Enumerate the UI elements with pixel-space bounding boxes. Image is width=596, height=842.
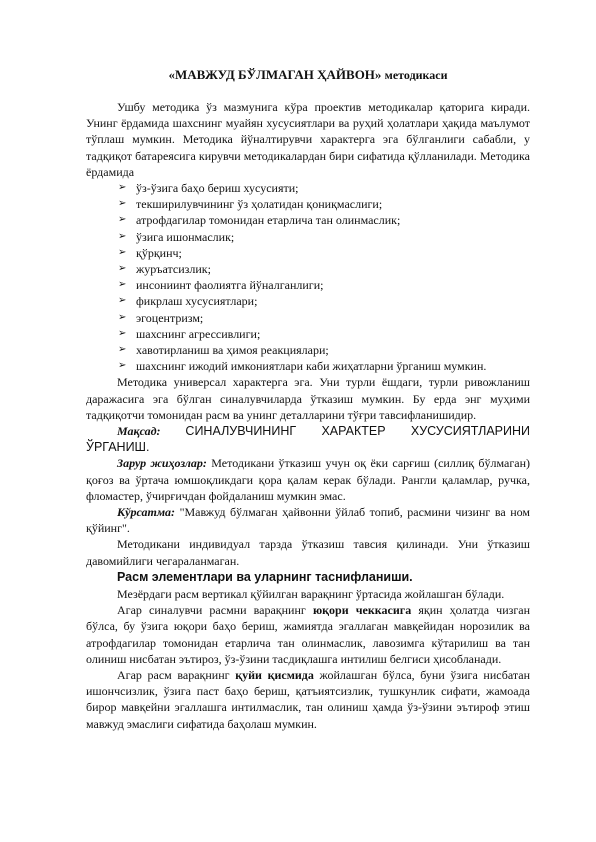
arrow-bullet-icon: ➢ bbox=[118, 263, 127, 275]
goal-label: Мақсад: bbox=[117, 424, 161, 439]
list-item: ➢ ўзига ишонмаслик; bbox=[118, 229, 235, 244]
goal-paragraph-cont bbox=[86, 439, 530, 455]
bottom-part-emphasis: қуйи қисмида bbox=[235, 667, 314, 682]
individual-paragraph: Методикани индивидуал тарзда ўтказиш тавсия қилинади. Уни ўтказиш давомийлиги чегараланмаган. bbox=[86, 537, 530, 568]
goal-text-line2: ЎРГАНИШ. bbox=[86, 440, 150, 455]
list-item: ➢ ўз-ўзига баҳо бериш хусусияти; bbox=[118, 181, 299, 196]
arrow-bullet-icon: ➢ bbox=[118, 295, 127, 307]
list-item: ➢ хавотирланиш ва ҳимоя реакциялари; bbox=[118, 343, 329, 358]
goal-paragraph bbox=[86, 423, 530, 439]
intro-paragraph: Ушбу методика ўз мазмунига кўра проектив методикалар қаторига киради. Унинг ёрдамида шахснинг муайян хусусиятлари ва руҳий ҳолатлари ҳақида маълумот тўплаш мумкин. Методика йўналтирувчи характерга эга бўлганлиги сабабли, у тадқиқот батареясига кирувчи методикалардан бири сифатида қўлланилади. Методика ёрдамида bbox=[86, 100, 530, 179]
arrow-bullet-icon: ➢ bbox=[118, 360, 127, 372]
list-item: ➢ шахснинг ижодий имкониятлари каби жиҳатларни ўрганиш мумкин. bbox=[118, 359, 487, 374]
list-item: ➢ инсониинт фаолиятга йўналганлиги; bbox=[118, 278, 324, 293]
bottom-part-paragraph: Агар расм варақнинг қуйи қисмида жойлашган бўлса, буни ўзига нисбатан ишончсизлик, ўзига паст баҳо бериш, қатъиятсизлик, тушкунлик сифати, жамоада бирор мавқейни эгаллашга интилмаслик, тан олиниш ҳамда ўз-ўзини эътироф этиш мавжуд эмаслиги сифатида баҳолаш мумкин. bbox=[86, 667, 531, 731]
title-suffix: методикаси bbox=[384, 68, 448, 82]
top-edge-paragraph: Агар синалувчи расмни варақнинг юқори чеккасига яқин ҳолатда чизган бўлса, бу ўзига юқори баҳо бериш, жамиятда эгаллаган мавқейидан норозилик ва атрофдагилар томонидан етарлича тан олинмаслик, лавозимга кўтарилиш ва тан олиниш нисбатан эътироз, ўз-ўзини тасдиқлашга интилиш белгиси ҳисобланади. bbox=[86, 603, 531, 666]
title-main: «МАВЖУД БЎЛМАГАН ҲАЙВОН» bbox=[168, 67, 382, 82]
list-item: ➢ шахснинг агрессивлиги; bbox=[118, 326, 261, 341]
tools-paragraph bbox=[86, 455, 530, 504]
arrow-bullet-icon: ➢ bbox=[118, 246, 127, 258]
goal-text-line1: СИНАЛУВЧИНИНГ ХАРАКТЕР ХУСУСИЯТЛАРИНИ bbox=[185, 424, 530, 439]
universal-paragraph: Методика универсал характерга эга. Уни турли ёшдаги, турли ривожланиш даражасига эга бўлган синалувчиларда ўтказиш мумкин. Бу ерда энг муҳими тадқиқотчи томонидан расм ва унинг деталларини тўғри тавсифланишидир. bbox=[86, 375, 530, 422]
instruction-label: Кўрсатма: bbox=[117, 505, 176, 520]
document-page bbox=[86, 67, 530, 732]
section-heading: Расм элементлари ва уларнинг таснифланиши. bbox=[117, 569, 413, 584]
list-item: ➢ текширилувчининг ўз ҳолатидан қониқмаслиги; bbox=[118, 197, 383, 212]
instruction-paragraph bbox=[86, 504, 530, 536]
arrow-bullet-icon: ➢ bbox=[118, 327, 127, 339]
arrow-bullet-icon: ➢ bbox=[118, 182, 127, 194]
arrow-bullet-icon: ➢ bbox=[118, 198, 127, 210]
arrow-bullet-icon: ➢ bbox=[118, 230, 127, 242]
list-item: ➢ эгоцентризм; bbox=[118, 310, 204, 325]
list-item: ➢ қўрқинч; bbox=[118, 245, 182, 260]
instruction-text: "Мавжуд бўлмаган ҳайвонни ўйлаб топиб, расмини чизинг ва ном қўйинг". bbox=[86, 505, 531, 536]
feature-list bbox=[86, 180, 530, 374]
document-title bbox=[86, 67, 530, 83]
arrow-bullet-icon: ➢ bbox=[118, 279, 127, 291]
tools-label: Зарур жиҳозлар: bbox=[117, 456, 207, 471]
tools-text: Методикани ўтказиш учун оқ ёки сарғиш (силлиқ бўлмаган) қоғоз ва ўртача юмшоқликдаги қора қалам керак бўлади. Рангли қаламлар, ручка, фломастер, ўчирғичдан фойдаланиш мумкин эмас. bbox=[86, 456, 531, 503]
top-edge-emphasis: юқори чеккасига bbox=[312, 603, 412, 618]
arrow-bullet-icon: ➢ bbox=[118, 311, 127, 323]
arrow-bullet-icon: ➢ bbox=[118, 344, 127, 356]
list-item: ➢ фикрлаш хусусиятлари; bbox=[118, 294, 258, 309]
arrow-bullet-icon: ➢ bbox=[118, 214, 127, 226]
list-item: ➢ атрофдагилар томонидан етарлича тан олинмаслик; bbox=[118, 213, 401, 228]
vertical-paragraph: Мезёрдаги расм вертикал қўйилган варақнинг ўртасида жойлашган бўлади. bbox=[117, 586, 505, 601]
list-item: ➢ журъатсизлик; bbox=[118, 262, 211, 277]
